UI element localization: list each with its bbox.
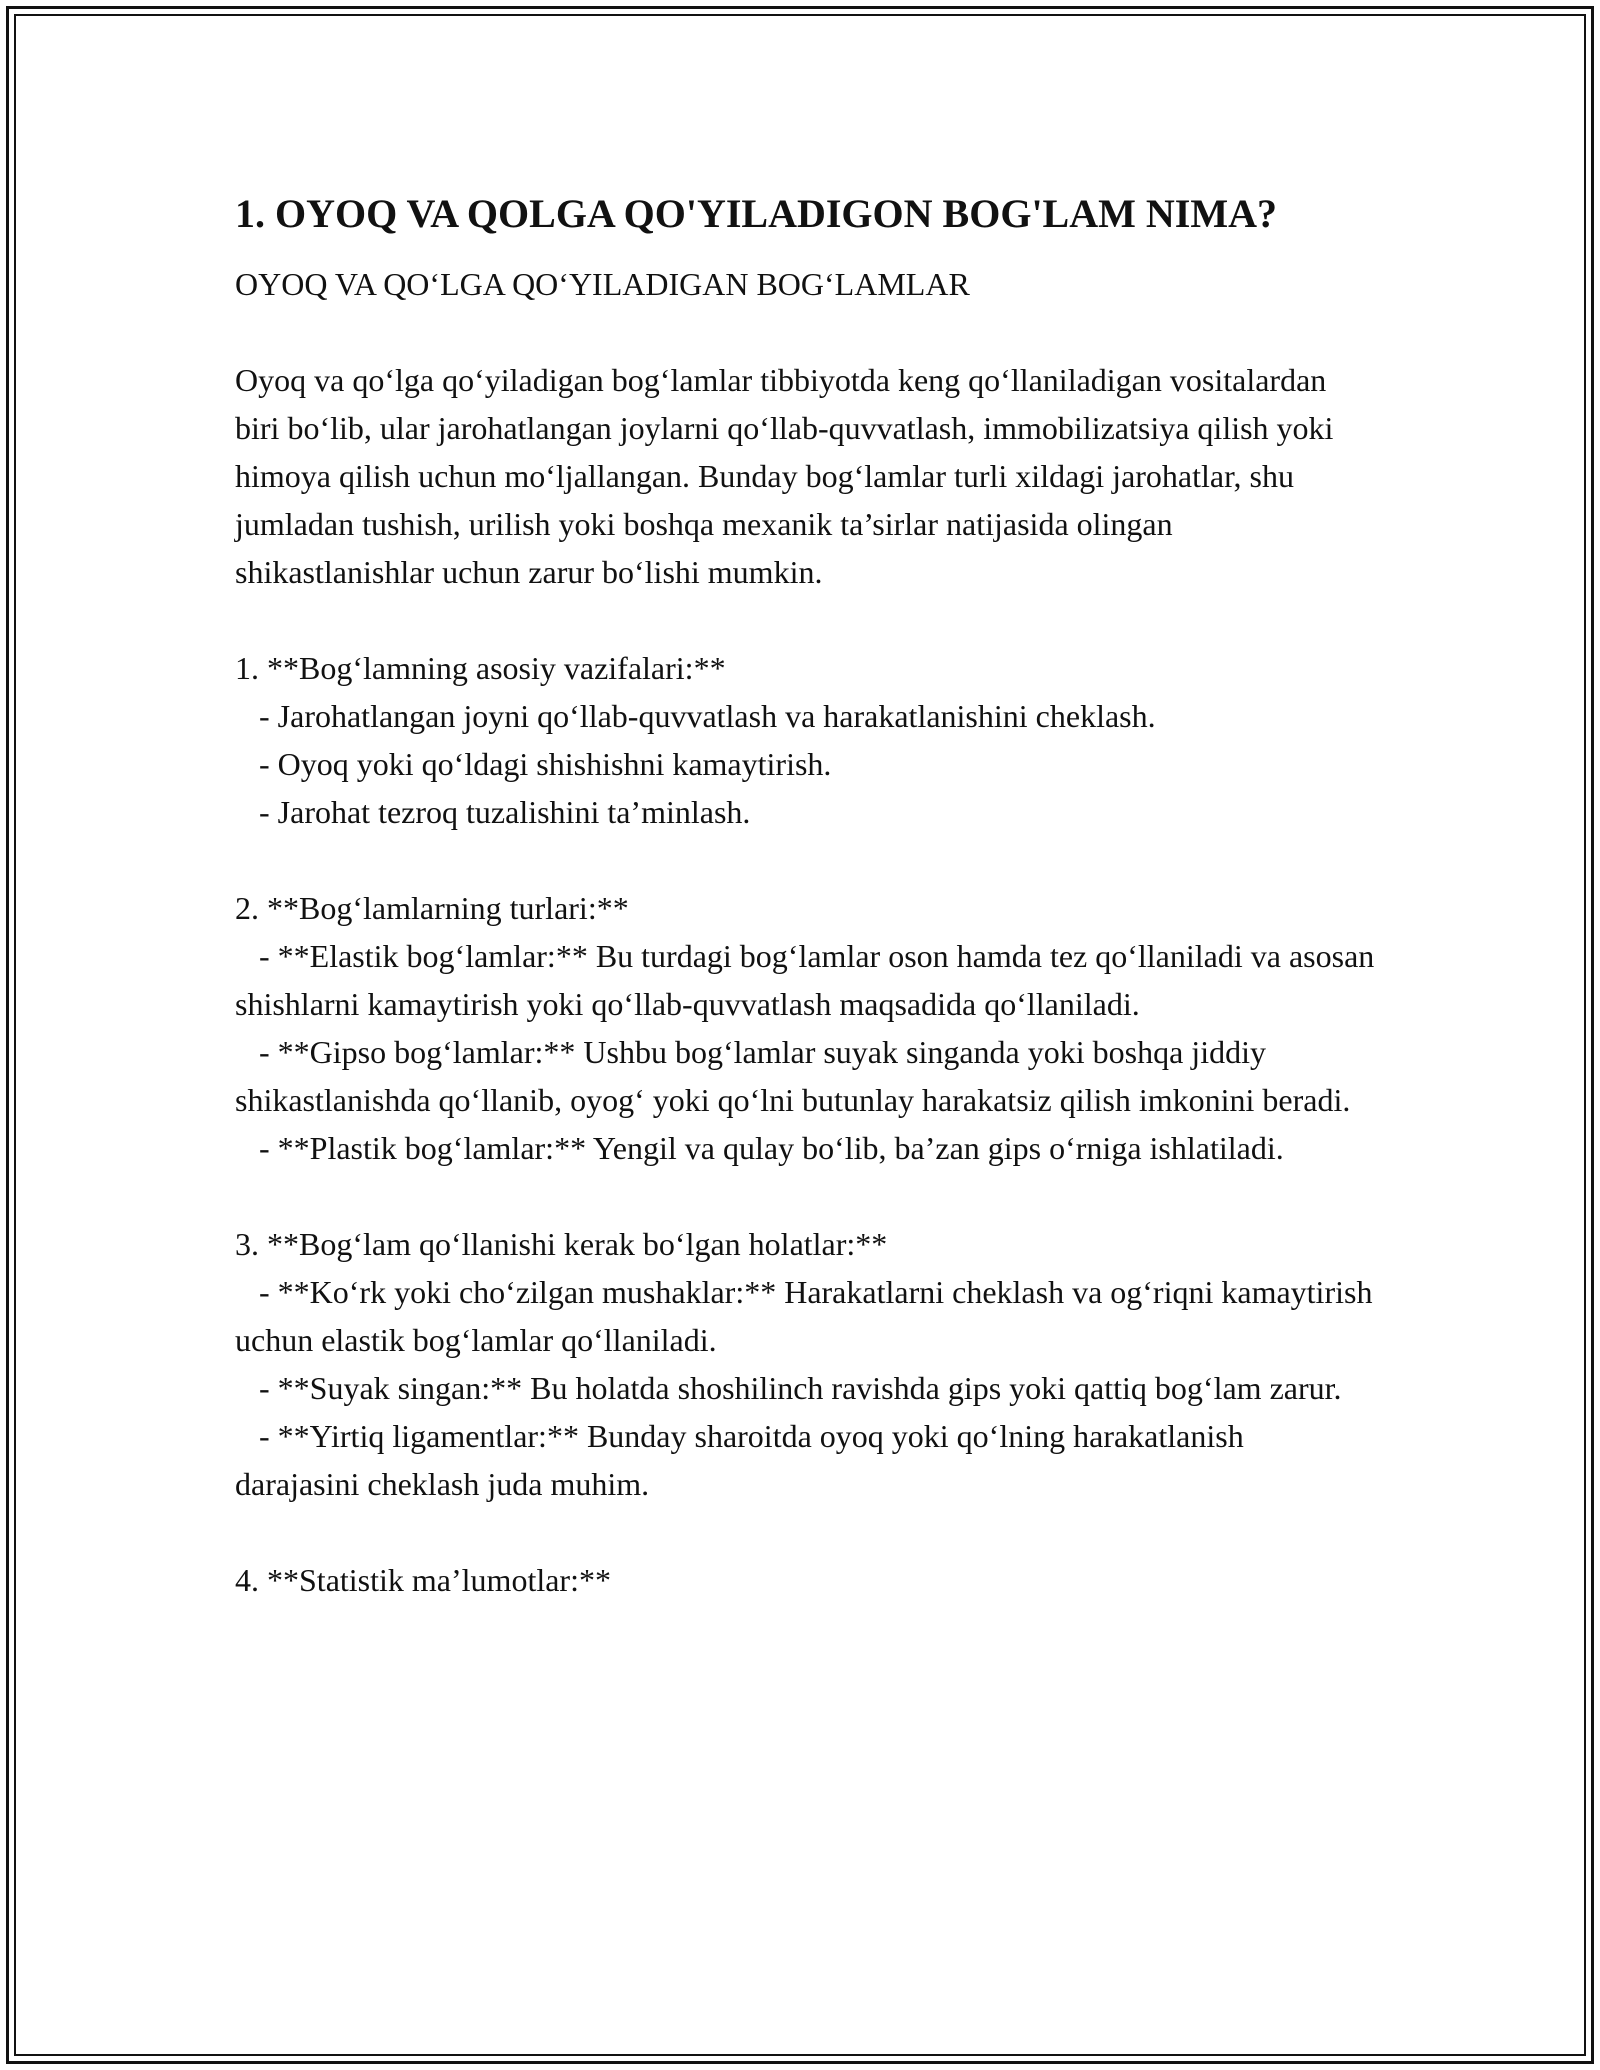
section-heading: 1. **Bog‘lamning asosiy vazifalari:** [235,650,726,686]
document-body [235,188,1383,1604]
list-item: - **Suyak singan:** Bu holatda shoshilinch ravishda gips yoki qattiq bog‘lam zarur. [235,1370,1342,1406]
section-heading: 2. **Bog‘lamlarning turlari:** [235,890,629,926]
section-main-functions [235,644,1375,836]
list-item: - **Ko‘rk yoki cho‘zilgan mushaklar:** Harakatlarni cheklash va og‘riqni kamaytirish uchun elastik bog‘lamlar qo‘llaniladi. [235,1274,1381,1358]
section-heading: 4. **Statistik ma’lumotlar:** [235,1562,611,1598]
section-bandage-types [235,884,1383,1172]
list-item: - Oyoq yoki qo‘ldagi shishishni kamaytirish. [235,746,832,782]
document-subtitle: OYOQ VA QO‘LGA QO‘YILADIGAN BOG‘LAMLAR [235,266,970,302]
list-item: - **Elastik bog‘lamlar:** Bu turdagi bog‘lamlar oson hamda tez qo‘llaniladi va asosan shishlarni kamaytirish yoki qo‘llab-quvvatlash maqsadida qo‘llaniladi. [235,938,1383,1022]
list-item: - **Plastik bog‘lamlar:** Yengil va qulay bo‘lib, ba’zan gips o‘rniga ishlatiladi. [235,1130,1284,1166]
list-item: - **Gipso bog‘lamlar:** Ushbu bog‘lamlar suyak singanda yoki boshqa jiddiy shikastlanishda qo‘llanib, oyog‘ yoki qo‘lni butunlay harakatsiz qilish imkonini beradi. [235,1034,1351,1118]
list-item: - Jarohatlangan joyni qo‘llab-quvvatlash va harakatlanishini cheklash. [235,698,1156,734]
section-heading: 3. **Bog‘lam qo‘llanishi kerak bo‘lgan holatlar:** [235,1226,888,1262]
document-title: 1. OYOQ VA QOLGA QO'YILADIGON BOG'LAM NIMA? [235,191,1277,236]
section-statistics [235,1556,1375,1604]
list-item: - Jarohat tezroq tuzalishini ta’minlash. [235,794,751,830]
section-use-cases [235,1220,1381,1508]
intro-paragraph: Oyoq va qo‘lga qo‘yiladigan bog‘lamlar tibbiyotda keng qo‘llaniladigan vositalardan biri bo‘lib, ular jarohatlangan joylarni qo‘llab-quvvatlash, immobilizatsiya qilish yoki himoya qilish uchun mo‘ljallangan. Bunday bog‘lamlar turli xildagi jarohatlar, shu jumladan tushish, urilish yoki boshqa mexanik ta’sirlar natijasida olingan shikastlanishlar uchun zarur bo‘lishi mumkin. [235,362,1334,590]
list-item: - **Yirtiq ligamentlar:** Bunday sharoitda oyoq yoki qo‘lning harakatlanish darajasini cheklash juda muhim. [235,1418,1252,1502]
